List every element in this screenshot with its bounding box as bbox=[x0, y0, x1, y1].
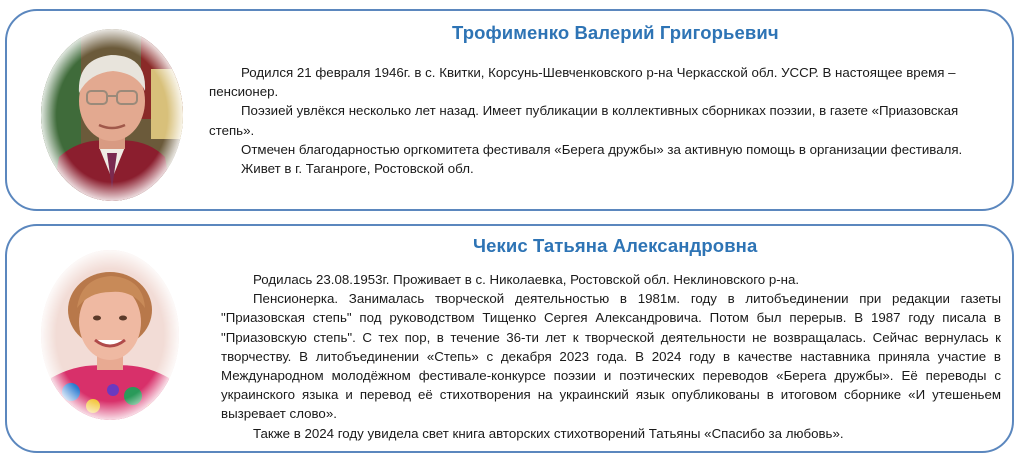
author-name: Чекис Татьяна Александровна bbox=[473, 235, 758, 256]
bio-paragraph: Также в 2024 году увидела свет книга авторских стихотворений Татьяны «Спасибо за любовь». bbox=[253, 425, 844, 441]
author-name: Трофименко Валерий Григорьевич bbox=[452, 22, 779, 43]
bio-paragraph: Поэзией увлёкся несколько лет назад. Имеет публикации в коллективных сборниках поэзии, в газете «Приазовская степь». bbox=[209, 103, 959, 138]
bio-paragraph: Отмечен благодарностью оргкомитета фестиваля «Берега дружбы» за активную помощь в организации фестиваля. bbox=[241, 141, 963, 157]
bio-paragraph: Родилась 23.08.1953г. Проживает в с. Николаевка, Ростовской обл. Неклиновского р-на. bbox=[253, 272, 800, 287]
author-card-chekis bbox=[5, 224, 1014, 453]
bio-paragraph: Пенсионерка. Занималась творческой деятельностью в 1981м. году в литобъединении при редакции газеты "Приазовская степь" под руководством Тищенко Сергея Александровича. Потом был перерыв. В 1987 году писала в "Приазовскую степь". С тех пор, в течение 36-ти лет к творческой деятельности не возвращалась. Сейчас вернулась к творчеству. В литобъединении «Степь» с декабря 2023 года. В 2024 году в качестве наставника приняла участие в Международном молодёжном фестивале-конкурсе поэзии и поэтических переводов «Берега дружбы». Её переводы с украинского языка и перевод её стихотворения на украинский язык опубликованы в итоговом сборнике «И утешеньем вызревает слово». bbox=[221, 291, 1001, 422]
portrait-photo bbox=[41, 250, 179, 420]
bio-paragraph: Живет в г. Таганроге, Ростовской обл. bbox=[241, 161, 474, 177]
portrait-photo bbox=[41, 29, 183, 201]
bio-paragraph: Родился 21 февраля 1946г. в с. Квитки, Корсунь-Шевченковского р-на Черкасской обл. УССР. В настоящее время – пенсионер. bbox=[209, 65, 956, 100]
author-card-trofimenko bbox=[5, 9, 1014, 211]
author-bio bbox=[209, 63, 999, 178]
author-bio bbox=[221, 270, 1001, 443]
portrait-elderly-woman-icon bbox=[41, 250, 179, 420]
portrait-elderly-man-icon bbox=[41, 29, 183, 201]
